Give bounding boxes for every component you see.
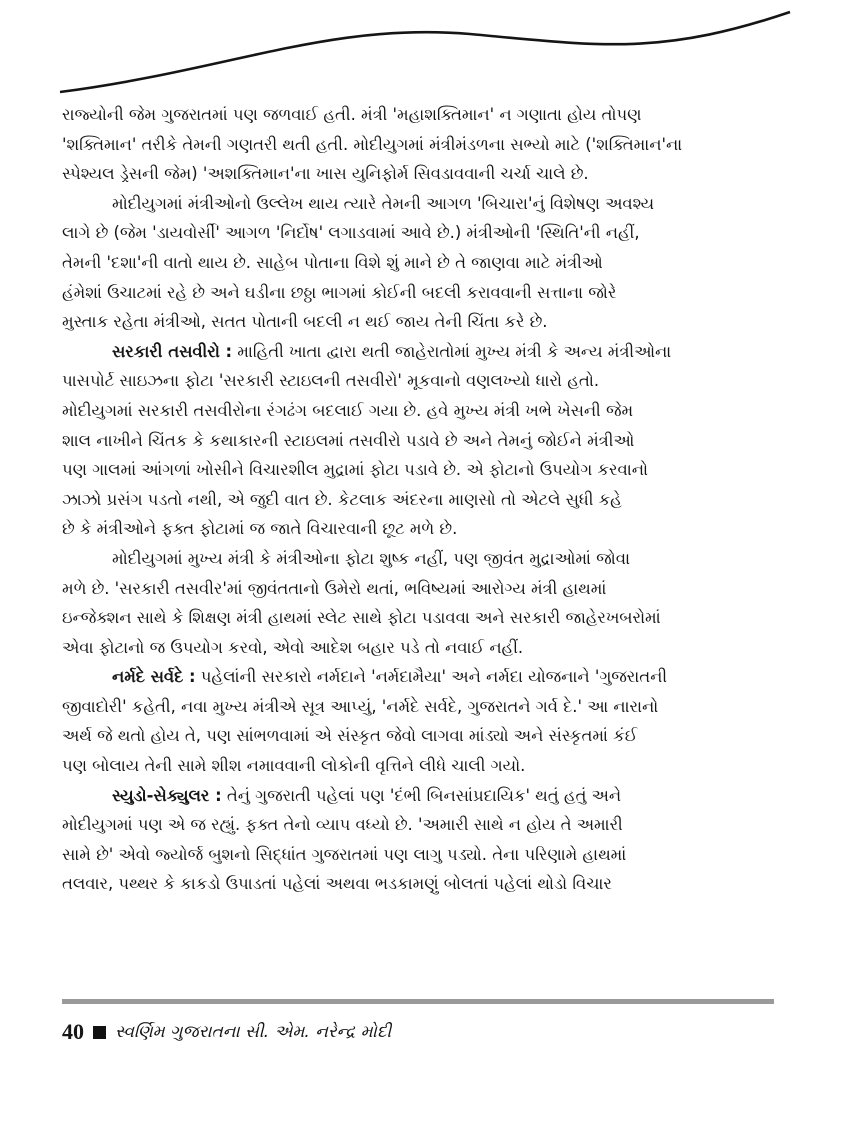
line-text: તલવાર, પથ્થર કે કાકડો ઉપાડતાં પહેલાં અથવા ભડકામણું બોલતાં પહેલાં થોડો વિચાર (62, 874, 612, 894)
text-line (62, 218, 774, 248)
line-text: પણ ગાલમાં આંગળાં ખોસીને વિચારશીલ મુદ્રામાં ફોટા પડાવે છે. એ ફોટાનો ઉપયોગ કરવાનો (62, 460, 649, 480)
line-text: માહિતી ખાતા દ્વારા થતી જાહેરાતોમાં મુખ્ય મંત્રી કે અન્ય મંત્રીઓના (232, 341, 672, 361)
text-line (62, 159, 774, 189)
page-number: 40 (62, 1019, 84, 1044)
line-text: શાલ નાખીને ચિંતક કે કથાકારની સ્ટાઇલમાં તસવીરો પડાવે છે અને તેમનું જોઈને મંત્રીઓ (62, 430, 635, 450)
line-text: લાગે છે (જેમ 'ડાયવોર્સી' આગળ 'નિર્દોષ' લગાડવામાં આવે છે.) મંત્રીઓની 'સ્થિતિ'ની નહીં, (62, 223, 640, 243)
text-line (62, 692, 774, 722)
line-text: હંમેશાં ઉચાટમાં રહે છે અને ઘડીના છઠ્ઠા ભાગમાં કોઈની બદલી કરાવવાની સત્તાના જોરે (62, 282, 617, 302)
text-line (62, 455, 774, 485)
line-text: મોદીયુગમાં મુખ્ય મંત્રી કે મંત્રીઓના ફોટા શુષ્ક નહીં, પણ જીવંત મુદ્રાઓમાં જોવા (112, 548, 630, 568)
text-line (62, 130, 774, 160)
text-line (62, 485, 774, 515)
line-text: પણ બોલાય તેની સામે શીશ નમાવવાની લોકોની વૃત્તિને લીધે ચાલી ગયો. (62, 756, 526, 776)
text-line (62, 307, 774, 337)
line-text: જીવાદોરી' કહેતી, નવા મુખ્ય મંત્રીએ સૂત્ર આપ્યું, 'નર્મદે સર્વદે, ગુજરાતને ગર્વ દે.' આ નારાનો (62, 696, 659, 716)
paragraph (62, 544, 774, 662)
header-wave-decoration (0, 0, 856, 100)
line-text: એવા ફોટાનો જ ઉપયોગ કરવો, એવો આદેશ બહાર પડે તો નવાઈ નહીં. (62, 637, 524, 657)
line-text: તેનું ગુજરાતી પહેલાં પણ 'દંભી બિનસાંપ્રદાયિક' થતું હતું અને (221, 785, 622, 805)
paragraph (62, 337, 774, 544)
text-line (62, 840, 774, 870)
text-line (62, 603, 774, 633)
paragraph (62, 100, 774, 189)
square-bullet-icon (93, 1026, 106, 1039)
section-heading: નર્મદે સર્વદે : (112, 667, 196, 687)
text-line (62, 278, 774, 308)
line-text: પહેલાંની સરકારો નર્મદાને 'નર્મદામૈયા' અને નર્મદા યોજનાને 'ગુજરાતની (195, 667, 668, 687)
line-text: છે કે મંત્રીઓને ફક્ત ફોટામાં જ જાતે વિચારવાની છૂટ મળે છે. (62, 519, 458, 539)
text-line (62, 100, 774, 130)
text-line (62, 662, 774, 692)
text-line (62, 514, 774, 544)
line-text: ઝાઝો પ્રસંગ પડતો નથી, એ જુદી વાત છે. કેટલાક અંદરના માણસો તો એટલે સુધી કહે (62, 489, 622, 509)
line-text: ઇન્જેક્શન સાથે કે શિક્ષણ મંત્રી હાથમાં સ્લેટ સાથે ફોટા પડાવવા અને સરકારી જાહેરખબરોમાં (62, 608, 661, 628)
text-line (62, 810, 774, 840)
text-line (62, 189, 774, 219)
body-text (62, 100, 774, 899)
paragraph (62, 189, 774, 337)
text-line (62, 248, 774, 278)
line-text: સ્પેશ્યલ ડ્રેસની જેમ) 'અશક્તિમાન'ના ખાસ યુનિફોર્મ સિવડાવવાની ચર્ચા ચાલે છે. (62, 164, 589, 184)
line-text: અર્થ જે થતો હોય તે, પણ સાંભળવામાં એ સંસ્કૃત જેવો લાગવા માંડ્યો અને સંસ્કૃતમાં કંઈ (62, 726, 638, 746)
line-text: સામે છે' એવો જ્યોર્જ બુશનો સિદ્ધાંત ગુજરાતમાં પણ લાગુ પડ્યો. તેના પરિણામે હાથમાં (62, 844, 627, 864)
text-line (62, 869, 774, 899)
line-text: મળે છે. 'સરકારી તસવીર'માં જીવંતતાનો ઉમેરો થતાં, ભવિષ્યમાં આરોગ્ય મંત્રી હાથમાં (62, 578, 607, 598)
text-line (62, 574, 774, 604)
section-heading: સ્યુડો-સેક્યુલર : (112, 785, 222, 805)
line-text: રાજ્યોની જેમ ગુજરાતમાં પણ જળવાઈ હતી. મંત્રી 'મહાશક્તિમાન' ન ગણાતા હોય તોપણ (62, 105, 642, 124)
line-text: પાસપોર્ટ સાઇઝના ફોટા 'સરકારી સ્ટાઇલની તસવીરો' મૂકવાનો વણલખ્યો ધારો હતો. (62, 371, 600, 391)
text-line (62, 366, 774, 396)
line-text: તેમની 'દશા'ની વાતો થાય છે. સાહેબ પોતાના વિશે શું માને છે તે જાણવા માટે મંત્રીઓ (62, 252, 603, 272)
line-text: મુસ્તાક રહેતા મંત્રીઓ, સતત પોતાની બદલી ન થઈ જાય તેની ચિંતા કરે છે. (62, 312, 548, 332)
text-line (62, 426, 774, 456)
text-line (62, 751, 774, 781)
text-line (62, 721, 774, 751)
section-heading: સરકારી તસવીરો : (112, 341, 233, 361)
line-text: 'શક્તિમાન' તરીકે તેમની ગણતરી થતી હતી. મોદીયુગમાં મંત્રીમંડળના સભ્યો માટે ('શક્તિમાન'ના (62, 134, 683, 154)
page-footer (62, 1017, 391, 1047)
line-text: મોદીયુગમાં સરકારી તસવીરોના રંગઢંગ બદલાઈ ગયા છે. હવે મુખ્ય મંત્રી ખભે ખેસની જેમ (62, 400, 634, 420)
text-line (62, 396, 774, 426)
line-text: મોદીયુગમાં મંત્રીઓનો ઉલ્લેખ થાય ત્યારે તેમની આગળ 'બિચારા'નું વિશેષણ અવશ્ય (112, 193, 654, 213)
text-line (62, 337, 774, 367)
line-text: મોદીયુગમાં પણ એ જ રહ્યું. ફક્ત તેનો વ્યાપ વધ્યો છે. 'અમારી સાથે ન હોય તે અમારી (62, 815, 623, 835)
footer-divider (62, 999, 774, 1004)
paragraph (62, 662, 774, 780)
text-line (62, 781, 774, 811)
running-title: સ્વર્ણિમ ગુજરાતના સી. એમ. નરેન્દ્ર મોદી (115, 1022, 392, 1042)
text-line (62, 633, 774, 663)
paragraph (62, 781, 774, 899)
text-line (62, 544, 774, 574)
